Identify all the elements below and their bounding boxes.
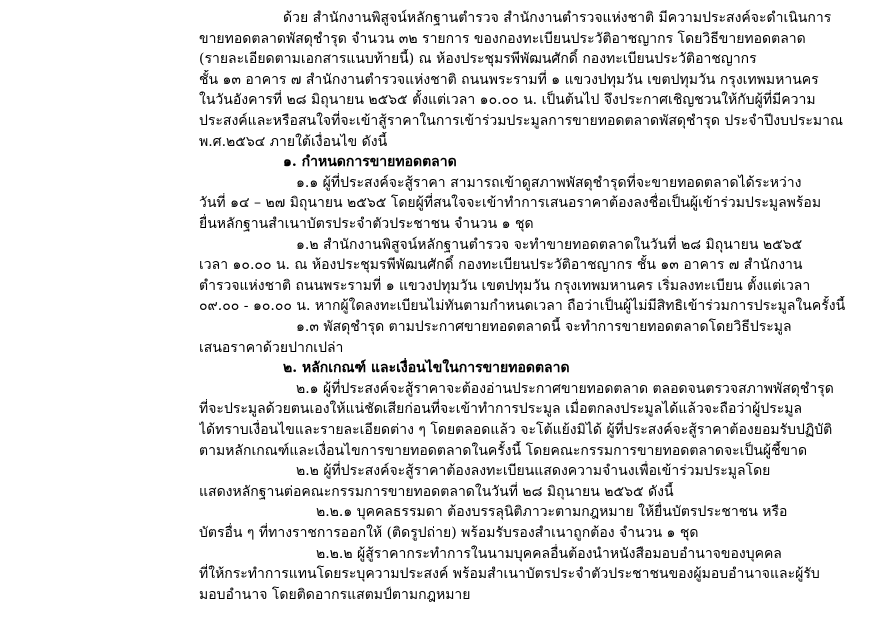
paragraph-line: มอบอำนาจ โดยติดอากรแสตมป์ตามกฎหมาย [199,586,471,603]
paragraph-line: เวลา ๑๐.๐๐ น. ณ ห้องประชุมรพีพัฒนศักดิ์ กองทะเบียนประวัติอาชญากร ชั้น ๑๓ อาคาร ๗ สำนักงาน [199,257,803,274]
paragraph-line: ขายทอดตลาดพัสดุชำรุด จำนวน ๓๒ รายการ ของกองทะเบียนประวัติอาชญากร โดยวิธีขายทอดตลาด [199,30,806,47]
paragraph-line: บัตรอื่น ๆ ที่ทางราชการออกให้ (ติดรูปถ่าย) พร้อมรับรองสำเนาถูกต้อง จำนวน ๑ ชุด [199,525,699,541]
paragraph-line: ชั้น ๑๓ อาคาร ๗ สำนักงานตำรวจแห่งชาติ ถนนพระรามที่ ๑ แขวงปทุมวัน เขตปทุมวัน กรุงเทพมหานคร [199,71,819,88]
paragraph-line: ๒.๒.๒ ผู้สู้ราคากระทำการในนามบุคคลอื่นต้องนำหนังสือมอบอำนาจของบุคคล [316,545,782,562]
paragraph-line: ด้วย สำนักงานพิสูจน์หลักฐานตำรวจ สำนักงานตำรวจแห่งชาติ มีความประสงค์จะดำเนินการ [283,10,832,26]
paragraph-line: ๑.๓ พัสดุชำรุด ตามประกาศขายทอดตลาดนี้ จะทำการขายทอดตลาดโดยวิธีประมูล [296,319,792,335]
paragraph-line: ตามหลักเกณฑ์และเงื่อนไขการขายทอดตลาดในครั้งนี้ โดยคณะกรรมการขายทอดตลาดจะเป็นผู้ชี้ขาด [199,442,808,459]
paragraph-line: ได้ทราบเงื่อนไขและรายละเอียดต่าง ๆ โดยตลอดแล้ว จะโต้แย้งมิได้ ผู้ที่ประสงค์จะสู้ราคาต้องยอมรับปฏิบัติ [199,422,833,438]
paragraph-line: (รายละเอียดตามเอกสารแนบท้ายนี้) ณ ห้องประชุมรพีพัฒนศักดิ์ กองทะเบียนประวัติอาชญากร [199,51,757,68]
paragraph-line: ๒.๒ ผู้ที่ประสงค์จะสู้ราคาต้องลงทะเบียนแสดงความจำนงเพื่อเข้าร่วมประมูลโดย [296,463,771,480]
paragraph-line: ที่จะประมูลด้วยตนเองให้แน่ชัดเสียก่อนที่จะเข้าทำการประมูล เมื่อตกลงประมูลได้แล้วจะถือว่าผู้ประมูล [199,401,803,418]
paragraph-line: ๒.๑ ผู้ที่ประสงค์จะสู้ราคาจะต้องอ่านประกาศขายทอดตลาด ตลอดจนตรวจสภาพพัสดุชำรุด [296,380,834,397]
paragraph-line: เสนอราคาด้วยปากเปล่า [199,339,344,356]
paragraph-line: ที่ให้กระทำการแทนโดยระบุความประสงค์ พร้อมสำเนาบัตรประจำตัวประชาชนของผู้มอบอำนาจและผู้รับ [199,566,820,583]
paragraph-line: ๑.๒ สำนักงานพิสูจน์หลักฐานตำรวจ จะทำขายทอดตลาดในวันที่ ๒๘ มิถุนายน ๒๕๖๕ [296,236,803,253]
paragraph-line: ๐๙.๐๐ - ๑๐.๐๐ น. หากผู้ใดลงทะเบียนไม่ทันตามกำหนดเวลา ถือว่าเป็นผู้ไม่มีสิทธิเข้าร่วมการประมูลในครั้งนี้ [199,298,846,315]
section-heading: ๒. หลักเกณฑ์ และเงื่อนไขในการขายทอดตลาด [283,360,570,377]
paragraph-line: ในวันอังคารที่ ๒๘ มิถุนายน ๒๕๖๕ ตั้งแต่เวลา ๑๐.๐๐ น. เป็นต้นไป จึงประกาศเชิญชวนให้กับผู้ที่มีความ [199,92,816,109]
paragraph-line: พ.ศ.๒๕๖๔ ภายใต้เงื่อนไข ดังนี้ [199,133,388,150]
paragraph-line: ยื่นหลักฐานสำเนาบัตรประจำตัวประชาชน จำนวน ๑ ชุด [199,216,534,232]
paragraph-line: วันที่ ๑๔ – ๒๗ มิถุนายน ๒๕๖๕ โดยผู้ที่สนใจจะเข้าทำการเสนอราคาต้องลงชื่อเป็นผู้เข้าร่วมประมูลพร้อม [199,195,822,212]
paragraph-line: ประสงค์และหรือสนใจที่จะเข้าสู้ราคาในการเข้าร่วมประมูลการขายทอดตลาดพัสดุชำรุด ประจำปีงบประมาณ [199,113,843,129]
section-heading: ๑. กำหนดการขายทอดตลาด [283,154,457,171]
paragraph-line: แสดงหลักฐานต่อคณะกรรมการขายทอดตลาดในวันที่ ๒๘ มิถุนายน ๒๕๖๕ ดังนี้ [199,483,674,500]
paragraph-line: ๑.๑ ผู้ที่ประสงค์จะสู้ราคา สามารถเข้าดูสภาพพัสดุชำรุดที่จะขายทอดตลาดได้ระหว่าง [296,174,802,191]
paragraph-line: ๒.๒.๑ บุคคลธรรมดา ต้องบรรลุนิติภาวะตามกฎหมาย ให้ยื่นบัตรประชาชน หรือ [316,504,788,521]
paragraph-line: ตำรวจแห่งชาติ ถนนพระรามที่ ๑ แขวงปทุมวัน เขตปทุมวัน กรุงเทพมหานคร เริ่มลงทะเบียน ตั้งแต่เวลา [199,277,811,294]
